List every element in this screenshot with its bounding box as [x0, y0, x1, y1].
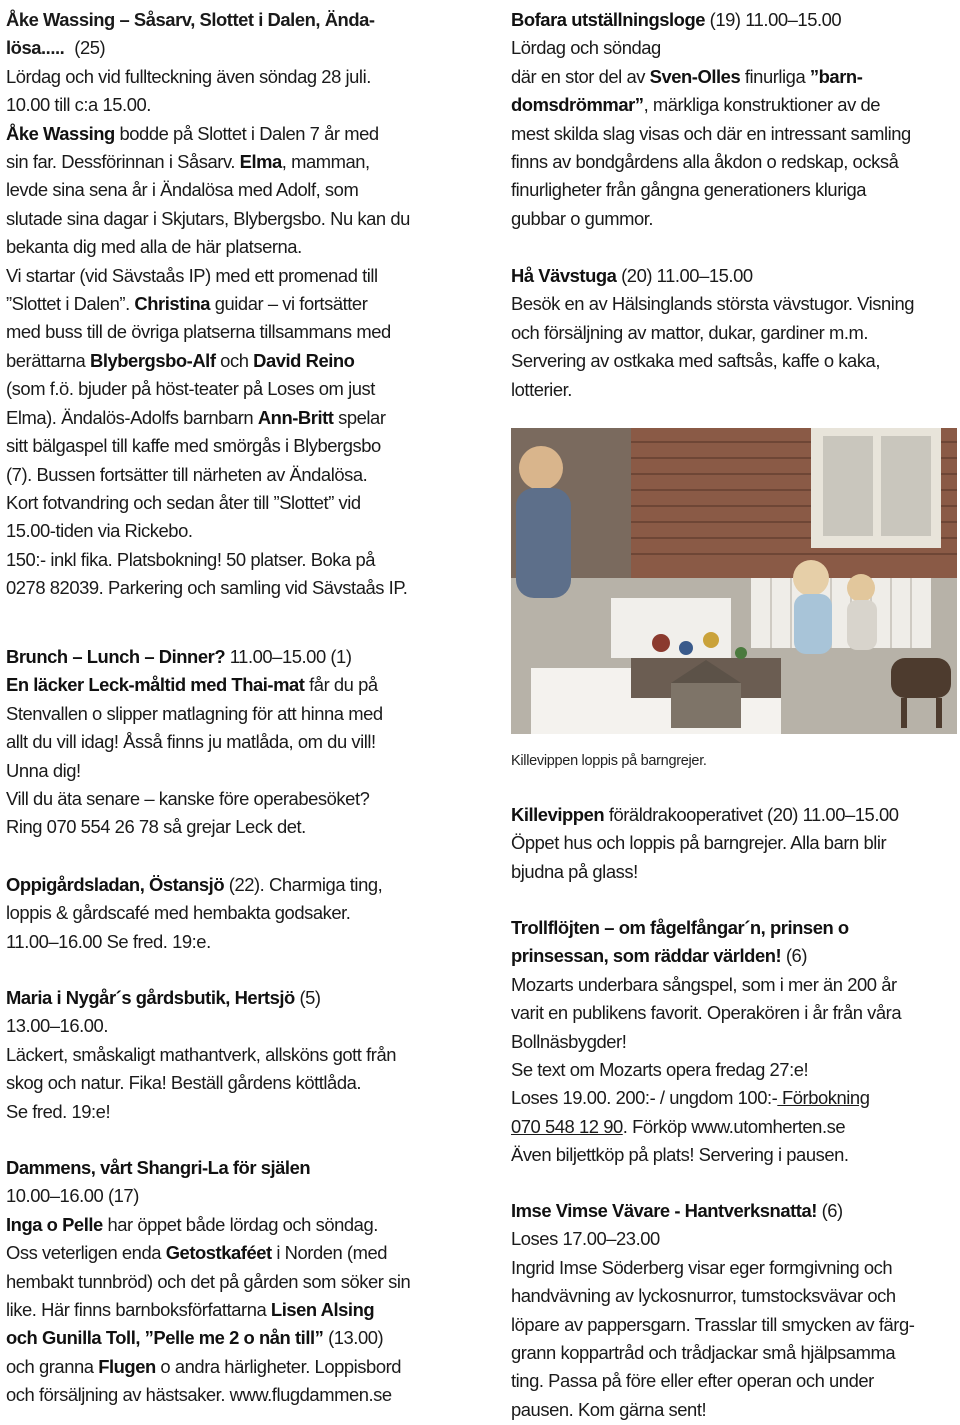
photo-caption: Killevippen loppis på barngrejer.	[511, 753, 707, 769]
bofara-l5: mest skilda slag visas och där en intressant samling	[511, 122, 911, 144]
wassing-l10: med buss till de övriga platserna tillsammans med	[6, 321, 391, 343]
booking-phone-link[interactable]: 070 548 12 90	[511, 1115, 623, 1137]
wassing-l15: (7). Bussen fortsätter till närheten av Ändalösa.	[6, 463, 368, 485]
wassing-l13: Elma). Ändalös-Adolfs barnbarn Ann-Britt spelar	[6, 406, 386, 428]
wassing-l2: 10.00 till c:a 15.00.	[6, 94, 151, 116]
section-trollflojten	[511, 914, 957, 1170]
brunch-l2: Stenvallen o slipper matlagning för att hinna med	[6, 702, 383, 724]
section-bofara	[511, 6, 957, 233]
imse-l7: ting. Passa på före eller efter operan och under	[511, 1370, 874, 1392]
troll-l3: Mozarts underbara sångspel, som i mer än 200 år	[511, 973, 897, 995]
wassing-l18: 150:- inkl fika. Platsbokning! 50 platser. Boka på	[6, 548, 376, 570]
oppigard-l3: 11.00–16.00 Se fred. 19:e.	[6, 930, 211, 952]
brunch-l3: allt du vill idag! Åsså finns ju matlåda, om du vill!	[6, 731, 376, 753]
imse-l8: pausen. Kom gärna sent!	[511, 1398, 707, 1420]
wassing-l17: 15.00-tiden via Rickebo.	[6, 520, 193, 542]
troll-l6: Se text om Mozarts opera fredag 27:e!	[511, 1059, 809, 1081]
killevippen-title: Killevippen föräldrakooperativet (20) 11.00–15.00	[511, 804, 899, 825]
bofara-l4: domsdrömmar”, märkliga konstruktioner av de	[511, 94, 881, 116]
maria-l2: 13.00–16.00.	[6, 1015, 108, 1037]
wassing-l19: 0278 82039. Parkering och samling vid Sävstaås IP.	[6, 577, 408, 599]
maria-l4: skog och natur. Fika! Beställ gårdens köttlåda.	[6, 1072, 362, 1094]
dammens-l2: 10.00–16.00 (17)	[6, 1185, 139, 1207]
bofara-l3: där en stor del av Sven-Olles finurliga ”barn-	[511, 65, 863, 87]
troll-l4: varit en publikens favorit. Operakören i år från våra	[511, 1002, 902, 1024]
section-dammens	[6, 1154, 456, 1410]
dammens-l7: och Gunilla Toll, ”Pelle me 2 o nån till” (13.00)	[6, 1327, 384, 1349]
loppis-photo	[511, 428, 957, 734]
troll-title-l1: Trollflöjten – om fågelfångar´n, prinsen o	[511, 917, 849, 938]
oppigard-l2: loppis & gårdscafé med hembakta godsaker.	[6, 902, 351, 924]
section-maria	[6, 984, 456, 1126]
troll-l9: Även biljettköp på plats! Servering i pausen.	[511, 1144, 849, 1166]
ha-l2: Besök en av Hälsinglands största vävstugor. Visning	[511, 293, 914, 315]
dammens-l4: Oss veterligen enda Getostkaféet i Norden (med	[6, 1242, 388, 1264]
bofara-l2: Lördag och söndag	[511, 37, 661, 59]
brunch-l1: En läcker Leck-måltid med Thai-mat får du på	[6, 674, 378, 696]
wassing-l3: Åke Wassing bodde på Slottet i Dalen 7 år med	[6, 122, 379, 144]
troll-l5: Bollnäsbygder!	[511, 1030, 627, 1052]
dammens-l6: like. Här finns barnboksförfattarna Lisen Alsing	[6, 1299, 375, 1321]
wassing-title: Åke Wassing – Såsarv, Slottet i Dalen, Ända- lösa..... (25)	[6, 9, 375, 59]
wassing-l8: Vi startar (vid Sävstaås IP) med ett promenad till	[6, 264, 378, 286]
brunch-title: Brunch – Lunch – Dinner? 11.00–15.00 (1)	[6, 646, 352, 667]
killevippen-l3: bjudna på glass!	[511, 860, 638, 882]
imse-l3: Ingrid Imse Söderberg visar eger formgivning och	[511, 1256, 893, 1278]
troll-l8: 070 548 12 90. Förköp www.utomherten.se	[511, 1115, 846, 1137]
oppigard-title: Oppigårdsladan, Östansjö (22). Charmiga ting,	[6, 874, 383, 895]
section-brunch	[6, 643, 456, 842]
wassing-l4: sin far. Dessförinnan i Såsarv. Elma, mamman,	[6, 151, 370, 173]
dammens-l3: Inga o Pelle har öppet både lördag och söndag.	[6, 1213, 378, 1235]
wassing-l14: sitt bälgaspel till kaffe med smörgås i Blybergsbo	[6, 435, 381, 457]
section-oppigard	[6, 871, 456, 956]
wassing-l9: ”Slottet i Dalen”. Christina guidar – vi fortsätter	[6, 293, 368, 315]
ha-l5: lotterier.	[511, 378, 572, 400]
wassing-l12: (som f.ö. bjuder på höst-teater på Loses om just	[6, 378, 375, 400]
dammens-l8: och granna Flugen o andra härligheter. Loppisbord	[6, 1355, 402, 1377]
section-killevippen	[511, 801, 957, 886]
dammens-title: Dammens, vårt Shangri-La för själen	[6, 1157, 311, 1178]
imse-l4: handvävning av lyckosnurror, tumstocksvävar och	[511, 1285, 896, 1307]
brunch-l4: Unna dig!	[6, 759, 81, 781]
section-imse-vimse	[511, 1197, 957, 1424]
troll-title-l2: prinsessan, som räddar världen! (6)	[511, 945, 807, 967]
imse-l2: Loses 17.00–23.00	[511, 1228, 660, 1250]
section-ha-vavstuga	[511, 262, 957, 404]
dammens-l5: hembakt tunnbröd) och det på gården som söker sin	[6, 1270, 411, 1292]
maria-title: Maria i Nygår´s gårdsbutik, Hertsjö (5)	[6, 987, 321, 1008]
brunch-l6: Ring 070 554 26 78 så grejar Leck det.	[6, 816, 306, 838]
troll-l7: Loses 19.00. 200:- / ungdom 100:- Förbokning	[511, 1087, 870, 1109]
maria-l3: Läckert, småskaligt mathantverk, allsköns gott från	[6, 1043, 396, 1065]
bofara-l8: gubbar o gummor.	[511, 207, 654, 229]
imse-title: Imse Vimse Vävare - Hantverksnatta! (6)	[511, 1200, 843, 1221]
ha-l3: och försäljning av mattor, dukar, gardiner m.m.	[511, 321, 869, 343]
wassing-l6: slutade sina dagar i Skjutars, Blybergsbo. Nu kan du	[6, 207, 410, 229]
bofara-l7: finurligheter från gångna generationers kluriga	[511, 179, 867, 201]
bofara-title: Bofara utställningsloge (19) 11.00–15.00	[511, 9, 842, 30]
bofara-l6: finns av bondgårdens alla åkdon o redskap, också	[511, 151, 899, 173]
wassing-l1: Lördag och vid fullteckning även söndag 28 juli.	[6, 65, 371, 87]
ha-title: Hå Vävstuga (20) 11.00–15.00	[511, 265, 753, 286]
wassing-l5: levde sina sena år i Ändalösa med Adolf, som	[6, 179, 359, 201]
brunch-l5: Vill du äta senare – kanske före operabesöket?	[6, 788, 370, 810]
imse-l5: löpare av pappersgarn. Trasslar till smycken av färg-	[511, 1313, 915, 1335]
section-wassing	[6, 6, 456, 603]
wassing-l11: berättarna Blybergsbo-Alf och David Reino	[6, 349, 355, 371]
wassing-l16: Kort fotvandring och sedan åter till ”Slottet” vid	[6, 491, 361, 513]
maria-l5: Se fred. 19:e!	[6, 1100, 111, 1122]
imse-l6: grann koppartråd och trådjackar små hjälpsamma	[511, 1342, 896, 1364]
ha-l4: Servering av ostkaka med saftsås, kaffe o kaka,	[511, 350, 880, 372]
wassing-l7: bekanta dig med alla de här platserna.	[6, 236, 302, 258]
killevippen-l2: Öppet hus och loppis på barngrejer. Alla barn blir	[511, 832, 887, 854]
dammens-l9: och försäljning av hästsaker. www.flugdammen.se	[6, 1384, 392, 1406]
